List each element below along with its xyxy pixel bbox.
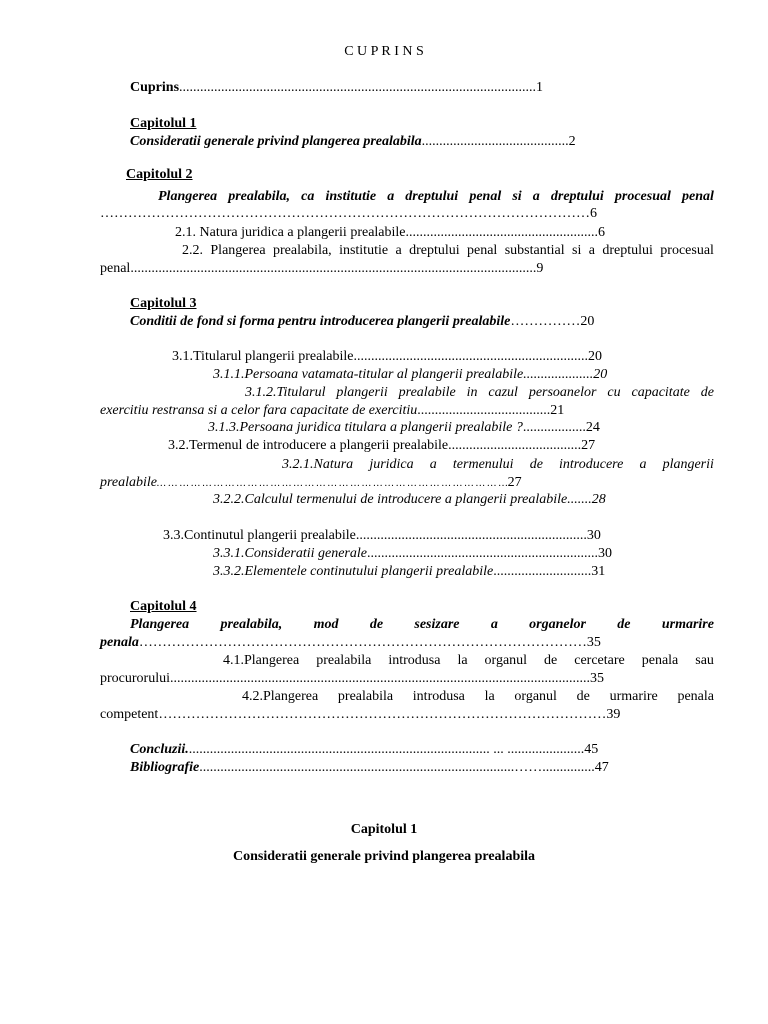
toc-word: juridica (369, 457, 414, 472)
toc-page-number: 2 (568, 134, 576, 149)
toc-word: de (700, 385, 714, 400)
toc-word: cazul (488, 385, 518, 400)
toc-page-number: 6 (598, 225, 606, 240)
toc-leader: .................................................................. (367, 546, 598, 561)
toc-word: mod (313, 617, 339, 632)
toc-word: prealabila (316, 653, 372, 668)
chapter-1-heading: Capitolul 1 (130, 116, 197, 131)
toc-entry-3-2-1[interactable] (282, 456, 714, 473)
toc-page-number: 20 (580, 314, 595, 329)
toc-entry-3-3-2[interactable] (213, 563, 605, 580)
toc-word: de (544, 653, 558, 668)
toc-word: substantial (504, 243, 565, 258)
toc-word: de (576, 689, 590, 704)
toc-page-number: 47 (594, 760, 609, 775)
toc-page-number: 35 (586, 635, 601, 650)
chapter-2-heading: Capitolul 2 (126, 167, 193, 182)
toc-word: 3.1.2.Titularul (245, 385, 326, 400)
toc-word: a (639, 457, 647, 472)
toc-word: 4.1.Plangerea (223, 653, 300, 668)
toc-word: penal (467, 243, 498, 258)
toc-word: institutie (339, 243, 389, 258)
toc-leader: .................. (522, 420, 586, 435)
toc-leader: .................... (523, 367, 594, 382)
toc-word: penal (682, 189, 714, 204)
toc-entry-4-1-cont (100, 670, 604, 687)
toc-word: 4.2.Plangerea (242, 689, 319, 704)
toc-page-number: 9 (536, 261, 544, 276)
toc-word: prealabila, (220, 617, 283, 632)
toc-label: 3.3.1.Consideratii generale (213, 546, 367, 561)
toc-word: plangerii (336, 385, 388, 400)
toc-leader: ...................................... (448, 438, 582, 453)
toc-leader: ...................................... (417, 403, 551, 418)
toc-page-number: 31 (591, 564, 606, 579)
toc-word: Plangerea (158, 189, 218, 204)
toc-word: si (572, 243, 582, 258)
toc-word: cu (607, 385, 621, 400)
toc-entry-chapter-2[interactable] (158, 188, 714, 205)
toc-word: dreptului (602, 243, 653, 258)
toc-entry-3-3[interactable] (163, 527, 601, 544)
toc-page-number: 24 (585, 420, 600, 435)
toc-word: a (490, 617, 498, 632)
toc-word: 3.2.1.Natura (282, 457, 354, 472)
toc-word: prealabila, (228, 189, 291, 204)
toc-word: dreptului (550, 189, 604, 204)
toc-word: plangerii (662, 457, 714, 472)
chapter-4-heading: Capitolul 4 (130, 599, 197, 614)
toc-label: Consideratii generale privind plangerea prealabila (130, 134, 422, 149)
toc-entry-chapter-1[interactable] (130, 133, 576, 150)
toc-word: organul (484, 653, 528, 668)
toc-leader: …………………………………………………………………………………… (158, 707, 607, 722)
toc-word: si (512, 189, 522, 204)
toc-word: sesizare (414, 617, 460, 632)
toc-word: institutie (325, 189, 377, 204)
toc-word: a (387, 189, 395, 204)
toc-word: urmarire (661, 617, 714, 632)
toc-word: cercetare (574, 653, 625, 668)
toc-entry-4-1[interactable] (223, 652, 714, 669)
toc-label: 3.2.Termenul de introducere a plangerii prealabile (168, 438, 449, 453)
toc-word: in (466, 385, 478, 400)
toc-leader: …………………………………………………………………………………………… (100, 206, 590, 221)
toc-page-number: 1 (536, 80, 544, 95)
chapter-3-heading: Capitolul 3 (130, 296, 197, 311)
toc-entry-3-1-2-cont (100, 402, 564, 419)
toc-entry-chapter-3[interactable] (130, 313, 594, 330)
toc-word: penala (677, 689, 714, 704)
toc-leader-line (100, 205, 597, 222)
toc-label: 3.2.2.Calculul termenului de introducere a plangerii prealabile (213, 492, 568, 507)
toc-entry-chapter-4-cont (100, 634, 601, 651)
toc-label: Cuprins (130, 80, 180, 95)
toc-word: penal (469, 189, 502, 204)
toc-word: de (529, 457, 543, 472)
toc-leader: ............................ (493, 564, 592, 579)
toc-leader: …………… (510, 314, 581, 329)
toc-word: penala (641, 653, 679, 668)
toc-entry-3-1[interactable] (172, 348, 602, 365)
toc-page-number: 30 (586, 528, 601, 543)
toc-word: procesual (660, 243, 714, 258)
toc-page-number: 20 (593, 367, 608, 382)
toc-leader: .................................................................................................................... (130, 261, 537, 276)
toc-word: prealabila, (272, 243, 332, 258)
toc-word: 2.2. (182, 243, 203, 258)
toc-entry-4-2[interactable] (242, 688, 714, 705)
toc-entry-3-1-1[interactable] (213, 366, 607, 383)
toc-label: Bibliografie (130, 760, 200, 775)
toc-label: procurorului (100, 671, 170, 686)
toc-entry-3-3-1[interactable] (213, 545, 612, 562)
toc-word: organelor (529, 617, 586, 632)
toc-page-number: 21 (550, 403, 565, 418)
toc-word: introdusa (388, 653, 441, 668)
toc-label: 3.1.Titularul plangerii prealabile (172, 349, 354, 364)
toc-entry-4-2-cont (100, 706, 620, 723)
toc-label: Concluzii. (130, 742, 189, 757)
toc-page-number: 27 (581, 438, 596, 453)
toc-word: la (457, 653, 468, 668)
chapter-title: Consideratii generale privind plangerea prealabila (232, 849, 536, 864)
toc-leader: ...................................................................................................... (179, 80, 537, 95)
toc-word: a (395, 243, 402, 258)
toc-leader: ................................................................... (353, 349, 588, 364)
toc-word: capacitate (631, 385, 690, 400)
toc-leader: ........................................................................................................................ (169, 671, 590, 686)
toc-label: 3.1.1.Persoana vatamata-titular al plangerii prealabile (213, 367, 524, 382)
toc-word: sau (695, 653, 714, 668)
toc-leader: .......................................... (421, 134, 569, 149)
toc-entry-3-1-3[interactable] (208, 419, 600, 436)
toc-entry-2-2[interactable] (182, 242, 714, 259)
toc-word: de (617, 617, 631, 632)
toc-word: urmarire (609, 689, 658, 704)
toc-leader: …………………………………………………………………………………… (138, 635, 587, 650)
toc-entry-bibliografie[interactable] (130, 759, 609, 776)
toc-page-number: 30 (598, 546, 612, 561)
toc-entry-3-2[interactable] (168, 437, 595, 454)
toc-word: a (429, 457, 437, 472)
toc-word: organul (514, 689, 557, 704)
toc-label: exercitiu restransa si a celor fara capacitate de exercitiu (100, 403, 418, 418)
toc-word: de (369, 617, 384, 632)
toc-word: Plangerea (210, 243, 266, 258)
toc-word: a (532, 189, 540, 204)
toc-page-number: 28 (591, 492, 606, 507)
toc-word: procesual (614, 189, 671, 204)
toc-leader: ....... (567, 492, 592, 507)
toc-label: penal (100, 261, 131, 276)
toc-word: prealabila (337, 689, 394, 704)
toc-page-number: 39 (606, 707, 621, 722)
toc-leader: ....................................................... (405, 225, 599, 240)
toc-entry-cuprins[interactable] (130, 79, 543, 96)
toc-entry-3-2-1-cont (100, 474, 522, 492)
toc-word: introdusa (412, 689, 465, 704)
toc-word: dreptului (409, 243, 460, 258)
chapter-heading: Capitolul 1 (350, 822, 418, 837)
toc-entry-3-2-2[interactable] (213, 491, 606, 508)
toc-word: ca (301, 189, 315, 204)
toc-page-number: 20 (587, 349, 602, 364)
toc-entry-concluzii[interactable] (130, 741, 598, 758)
toc-word: introducere (559, 457, 624, 472)
toc-label: Conditii de fond si forma pentru introducerea plangerii prealabile (130, 314, 511, 329)
toc-word: prealabile (398, 385, 456, 400)
toc-leader: ...................................................................................... ... ...................... (188, 742, 585, 757)
toc-page-number: 6 (590, 206, 597, 221)
toc-label: penala (100, 635, 139, 650)
page-title: C U P R I N S (344, 44, 424, 59)
toc-page-number: 35 (589, 671, 604, 686)
toc-label: 2.1. Natura juridica a plangerii prealabile (175, 225, 406, 240)
toc-word: persoanelor (528, 385, 597, 400)
toc-label: 3.3.Continutul plangerii prealabile (163, 528, 356, 543)
toc-word: dreptului (405, 189, 459, 204)
toc-label: prealabile (100, 475, 158, 490)
toc-word: a (588, 243, 595, 258)
toc-entry-chapter-4[interactable] (130, 616, 714, 633)
toc-entry-3-1-2[interactable] (245, 384, 714, 401)
toc-label: competent (100, 707, 159, 722)
toc-entry-2-1[interactable] (175, 224, 605, 241)
toc-page-number: 27 (507, 475, 522, 490)
toc-label: 3.1.3.Persoana juridica titulara a plangerii prealabile ? (208, 420, 523, 435)
toc-word: termenului (452, 457, 514, 472)
toc-word: la (484, 689, 495, 704)
toc-page-number: 45 (584, 742, 599, 757)
toc-leader: .................................................................. (355, 528, 587, 543)
toc-word: Plangerea (130, 617, 190, 632)
toc-leader: ..........................................................................................……............... (199, 760, 595, 775)
toc-label: 3.3.2.Elementele continutului plangerii prealabile (213, 564, 494, 579)
toc-leader: … … … … … … … … … … … … … … … … … … … … … … … … … … … … … … … (157, 478, 508, 489)
toc-entry-2-2-cont (100, 260, 543, 277)
